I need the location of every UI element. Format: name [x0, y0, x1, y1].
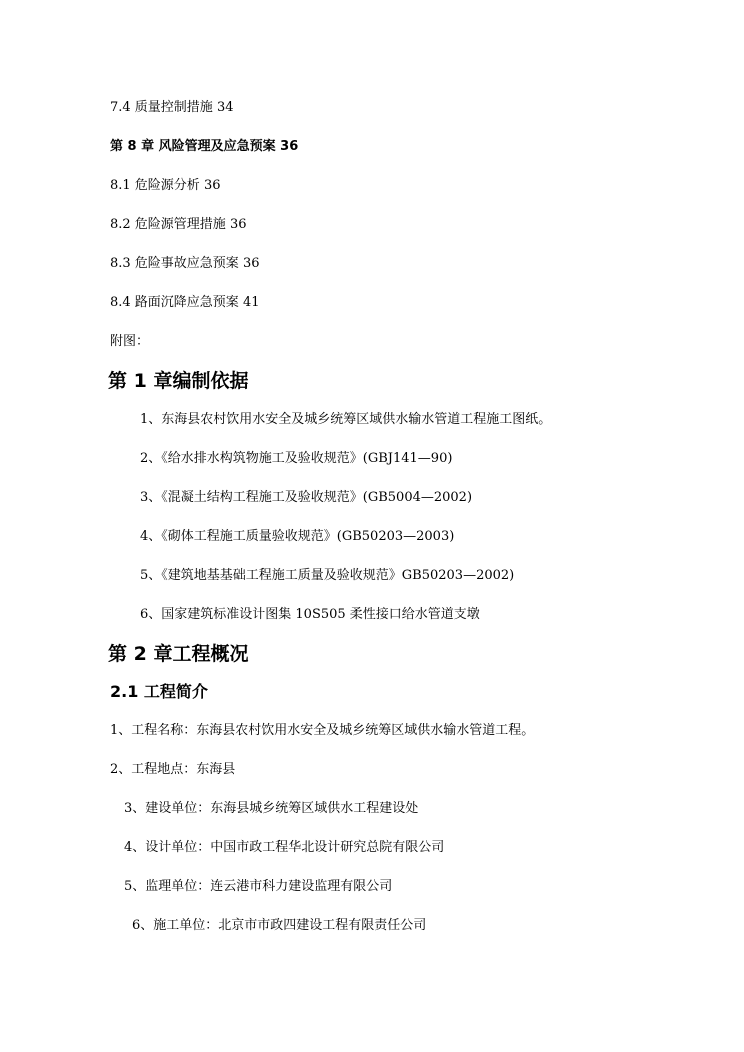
chapter-2-heading: 第 2 章工程概况	[108, 643, 249, 665]
contractor-unit: 6、施工单位：北京市市政四建设工程有限责任公司	[132, 918, 427, 933]
toc-chapter-8: 第 8 章 风险管理及应急预案 36	[110, 139, 299, 154]
supervision-unit: 5、监理单位：连云港市科力建设监理有限公司	[124, 879, 393, 894]
project-location: 2、工程地点：东海县	[110, 762, 236, 777]
toc-item-7-4: 7.4 质量控制措施 34	[110, 100, 234, 115]
basis-item-2: 2、《给水排水构筑物施工及验收规范》(GBJ141—90)	[140, 451, 453, 466]
basis-item-6: 6、国家建筑标准设计图集 10S505 柔性接口给水管道支墩	[140, 607, 480, 622]
toc-item-8-1: 8.1 危险源分析 36	[110, 178, 221, 193]
section-2-1-heading: 2.1 工程简介	[110, 682, 208, 701]
basis-item-3: 3、《混凝土结构工程施工及验收规范》(GB5004—2002)	[140, 490, 473, 505]
basis-item-4: 4、《砌体工程施工质量验收规范》(GB50203—2003)	[140, 529, 455, 544]
toc-item-8-4: 8.4 路面沉降应急预案 41	[110, 295, 260, 310]
toc-item-8-3: 8.3 危险事故应急预案 36	[110, 256, 260, 271]
construction-unit: 3、建设单位：东海县城乡统筹区域供水工程建设处	[124, 801, 419, 816]
project-name: 1、工程名称：东海县农村饮用水安全及城乡统筹区域供水输水管道工程。	[110, 723, 535, 738]
toc-item-appendix: 附图：	[110, 334, 150, 349]
basis-item-1: 1、东海县农村饮用水安全及城乡统筹区域供水输水管道工程施工图纸。	[140, 412, 552, 427]
chapter-1-heading: 第 1 章编制依据	[108, 370, 249, 392]
basis-item-5: 5、《建筑地基基础工程施工质量及验收规范》GB50203—2002)	[140, 568, 515, 583]
design-unit: 4、设计单位：中国市政工程华北设计研究总院有限公司	[124, 840, 445, 855]
toc-item-8-2: 8.2 危险源管理措施 36	[110, 217, 247, 232]
